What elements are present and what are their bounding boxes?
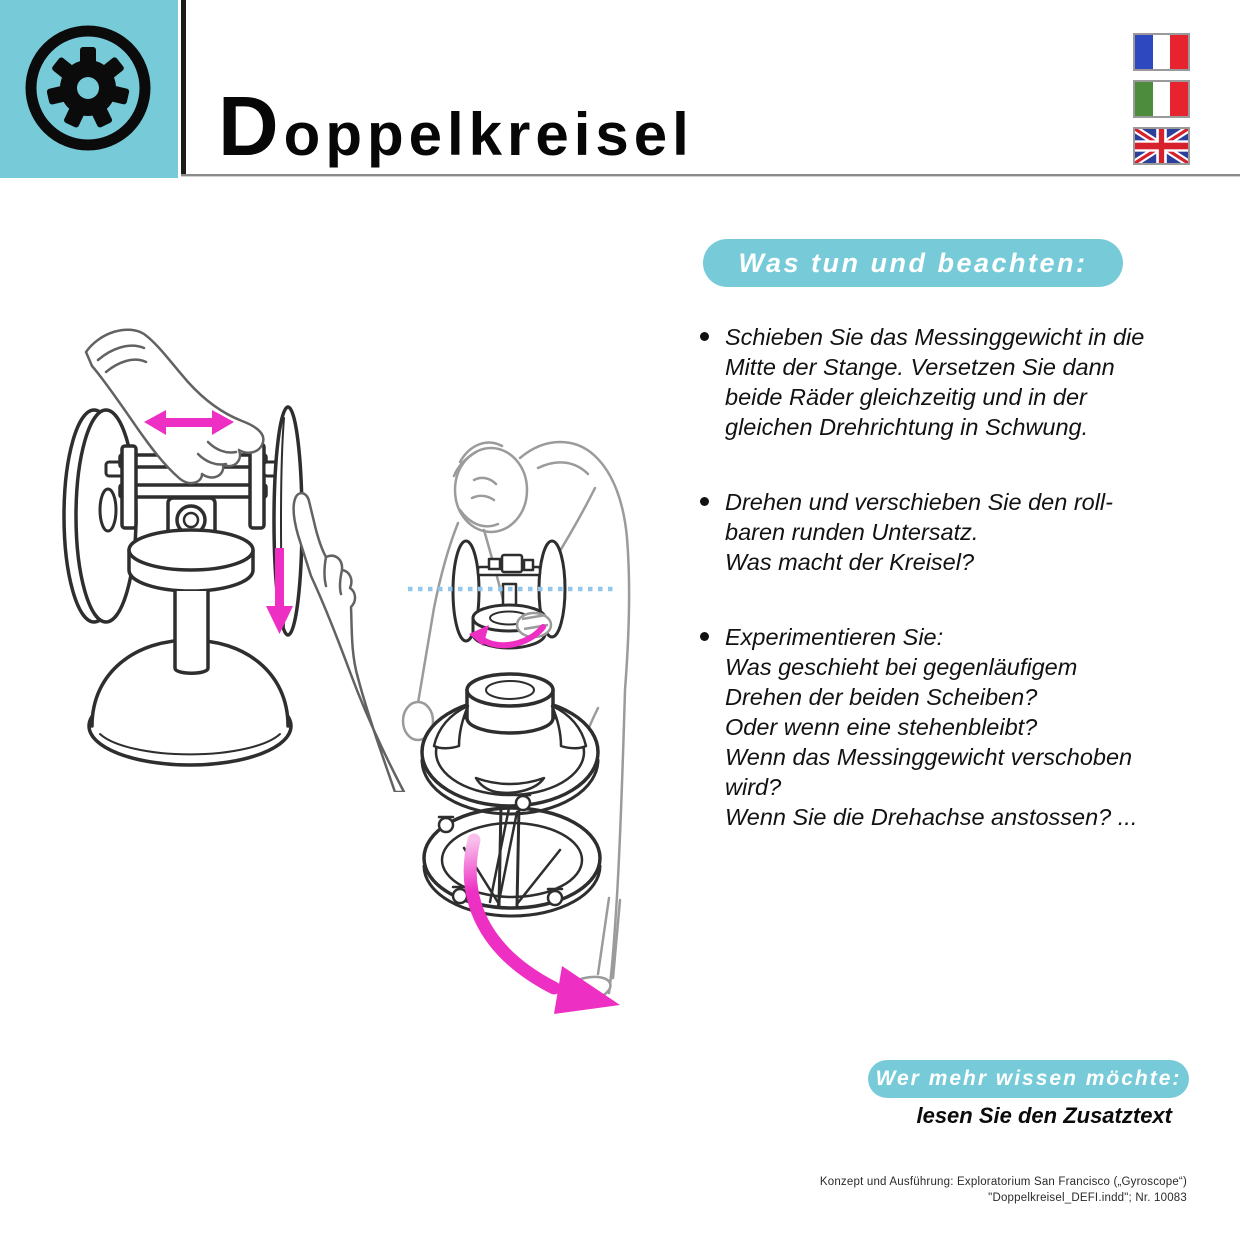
instruction-item [700, 622, 1192, 832]
page-title [218, 79, 694, 173]
instruction-item [700, 322, 1192, 442]
stand-column [175, 591, 208, 673]
gear-icon [0, 0, 178, 178]
language-flags [1133, 33, 1190, 165]
bullet-dot [700, 497, 709, 506]
title-initial: D [218, 79, 284, 173]
stool-handwheel [422, 674, 598, 814]
section-heading-more-info: Wer mehr wissen möchte: [868, 1060, 1189, 1098]
illustration-person-gyroscope-stool [388, 428, 698, 1028]
bullet-dot [700, 632, 709, 641]
section-heading-what-to-do: Was tun und beachten: [703, 239, 1123, 287]
instruction-text: Drehen und verschieben Sie den roll- baren runden Untersatz. Was macht der Kreisel? [725, 489, 1113, 575]
credit-line-2: "Doppelkreisel_DEFI.indd"; Nr. 10083 [988, 1192, 1187, 1205]
illustration-hands-spinning-gyroscope [48, 322, 408, 792]
instruction-text: Experimentieren Sie: Was geschieht bei gegenläufigem Drehen der beiden Scheiben? Oder wenn eine stehenbleibt? Wenn das Messinggewicht verschoben wird? Wenn Sie die Drehachse anstossen? ... [725, 624, 1138, 830]
logo-box [0, 0, 178, 178]
instruction-text: Schieben Sie das Messinggewicht in die Mitte der Stange. Versetzen Sie dann beide Räder gleichzeitig und in der gleichen Drehrichtung in Schwung. [725, 324, 1145, 440]
header-horizontal-divider [181, 174, 1240, 177]
header-vertical-divider [181, 0, 186, 177]
more-info-note: lesen Sie den Zusatztext [916, 1103, 1172, 1128]
instruction-list [700, 322, 1192, 832]
credit-line-1: Konzept und Ausführung: Exploratorium San Francisco („Gyroscope“) [819, 1176, 1187, 1188]
title-rest: oppelkreisel [283, 101, 694, 168]
credits [820, 1174, 1187, 1206]
flag-italy-icon [1133, 80, 1190, 118]
flag-france-icon [1133, 33, 1190, 71]
instruction-item [700, 487, 1192, 577]
bullet-dot [700, 332, 709, 341]
flag-united-kingdom-icon [1133, 127, 1190, 165]
